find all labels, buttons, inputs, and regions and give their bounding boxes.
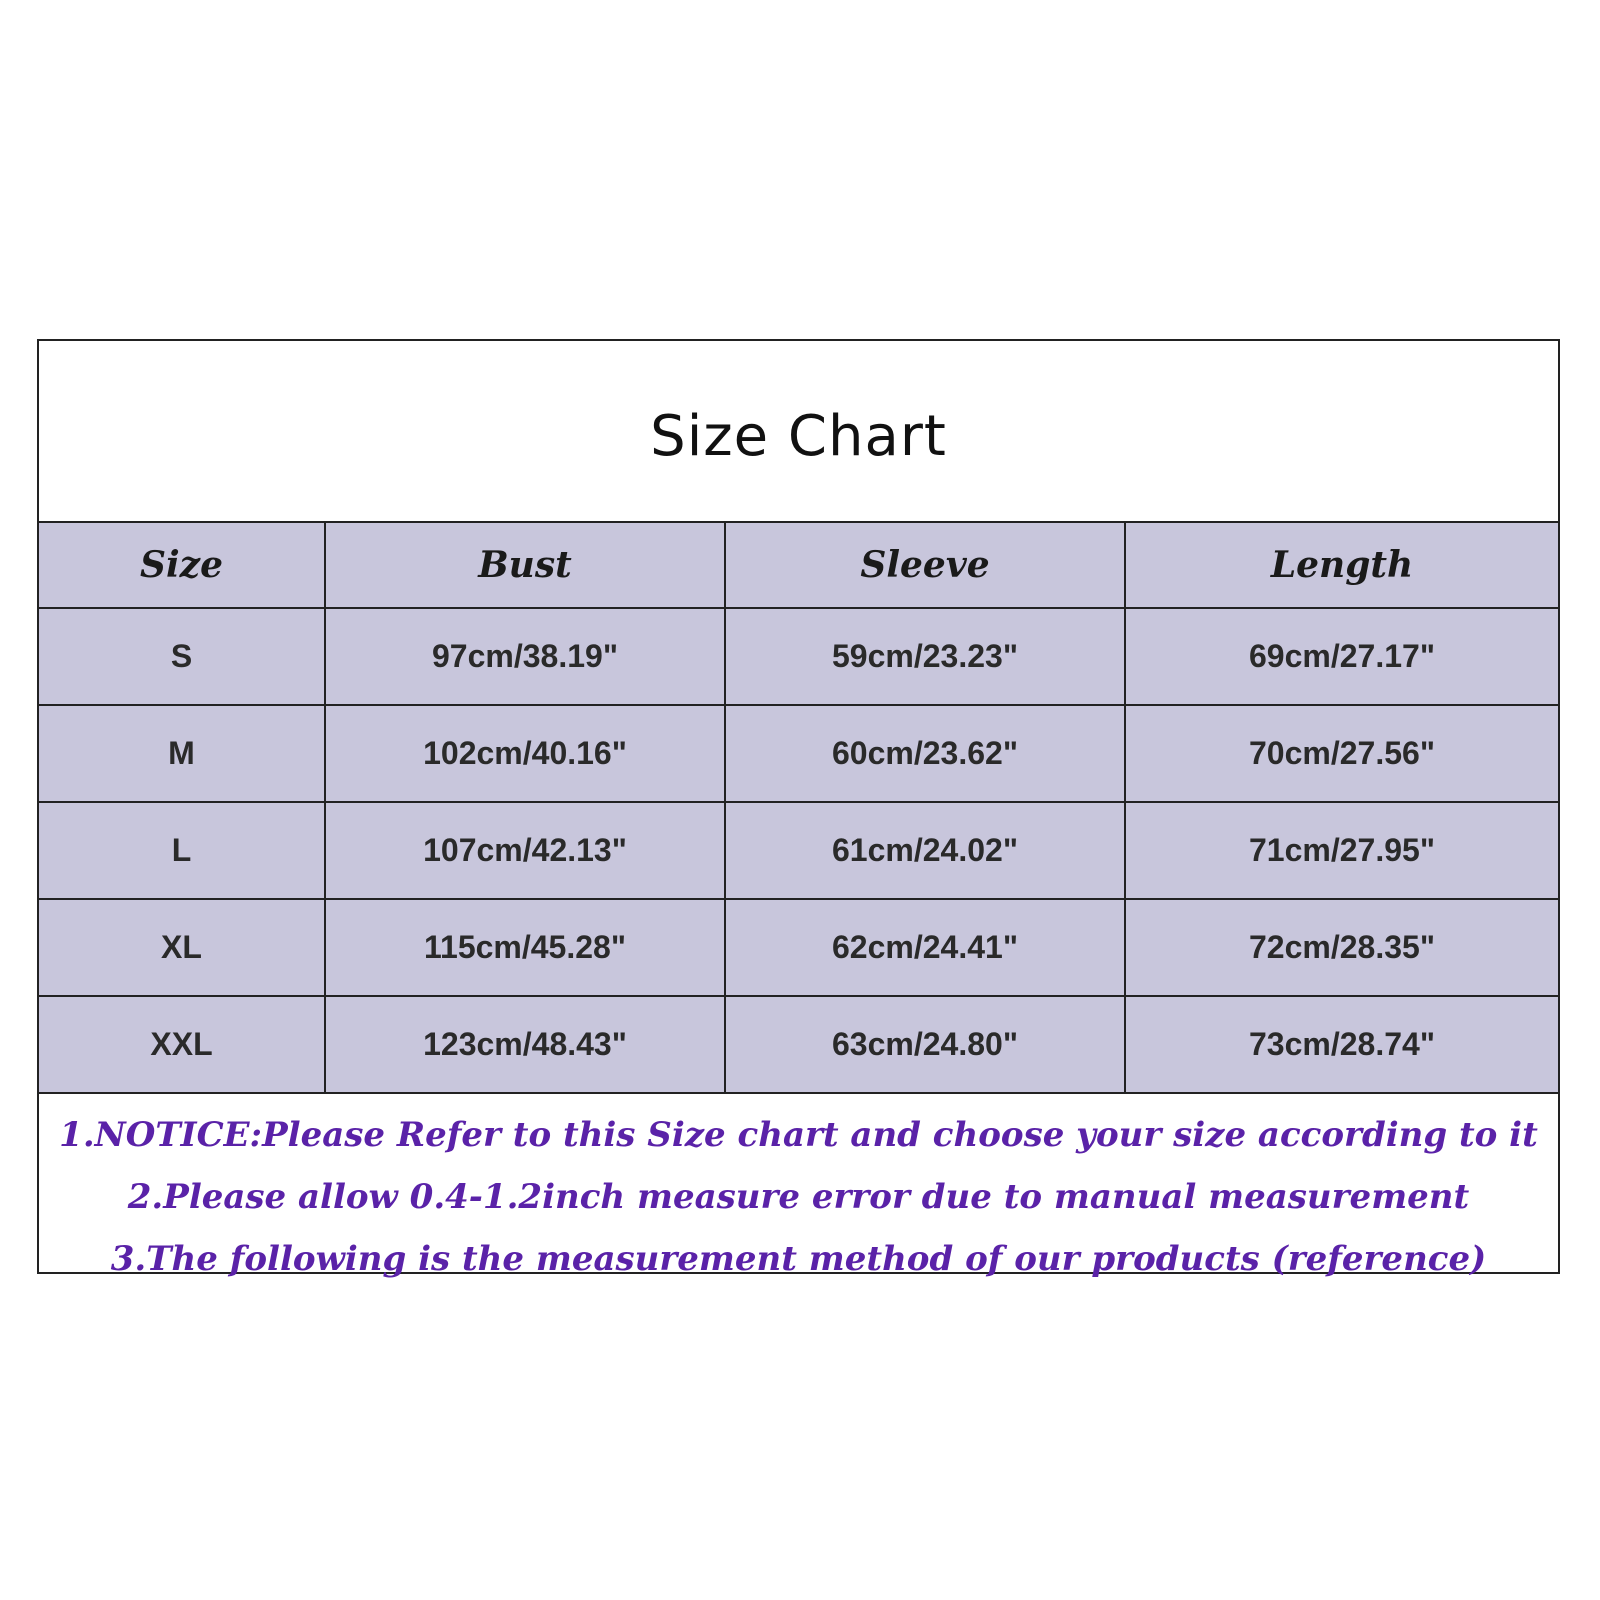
cell-bust: 107cm/42.13" — [325, 802, 725, 899]
table-row — [39, 899, 1558, 996]
cell-bust: 123cm/48.43" — [325, 996, 725, 1093]
table-row — [39, 802, 1558, 899]
cell-length: 71cm/27.95" — [1125, 802, 1558, 899]
header-sleeve: Sleeve — [725, 523, 1125, 608]
cell-bust: 115cm/45.28" — [325, 899, 725, 996]
cell-size: XL — [39, 899, 325, 996]
cell-size: S — [39, 608, 325, 705]
notes-section — [39, 1094, 1558, 1290]
cell-sleeve: 62cm/24.41" — [725, 899, 1125, 996]
table-row — [39, 705, 1558, 802]
table-row — [39, 608, 1558, 705]
cell-sleeve: 60cm/23.62" — [725, 705, 1125, 802]
title-row — [39, 341, 1558, 523]
chart-title: Size Chart — [650, 403, 947, 469]
cell-size: XXL — [39, 996, 325, 1093]
cell-bust: 102cm/40.16" — [325, 705, 725, 802]
note-line: 2.Please allow 0.4-1.2inch measure error due to manual measurement — [127, 1177, 1470, 1217]
header-row — [39, 523, 1558, 608]
size-chart — [37, 339, 1560, 1279]
cell-size: M — [39, 705, 325, 802]
cell-sleeve: 59cm/23.23" — [725, 608, 1125, 705]
header-length: Length — [1125, 523, 1558, 608]
table-row — [39, 996, 1558, 1093]
cell-size: L — [39, 802, 325, 899]
note-line: 1.NOTICE:Please Refer to this Size chart and choose your size according to it — [59, 1115, 1538, 1155]
cell-length: 70cm/27.56" — [1125, 705, 1558, 802]
cell-length: 72cm/28.35" — [1125, 899, 1558, 996]
note-line: 3.The following is the measurement method of our products (reference) — [110, 1239, 1487, 1279]
cell-sleeve: 63cm/24.80" — [725, 996, 1125, 1093]
header-size: Size — [39, 523, 325, 608]
cell-length: 73cm/28.74" — [1125, 996, 1558, 1093]
cell-sleeve: 61cm/24.02" — [725, 802, 1125, 899]
header-bust: Bust — [325, 523, 725, 608]
size-table — [39, 523, 1558, 1094]
cell-length: 69cm/27.17" — [1125, 608, 1558, 705]
cell-bust: 97cm/38.19" — [325, 608, 725, 705]
